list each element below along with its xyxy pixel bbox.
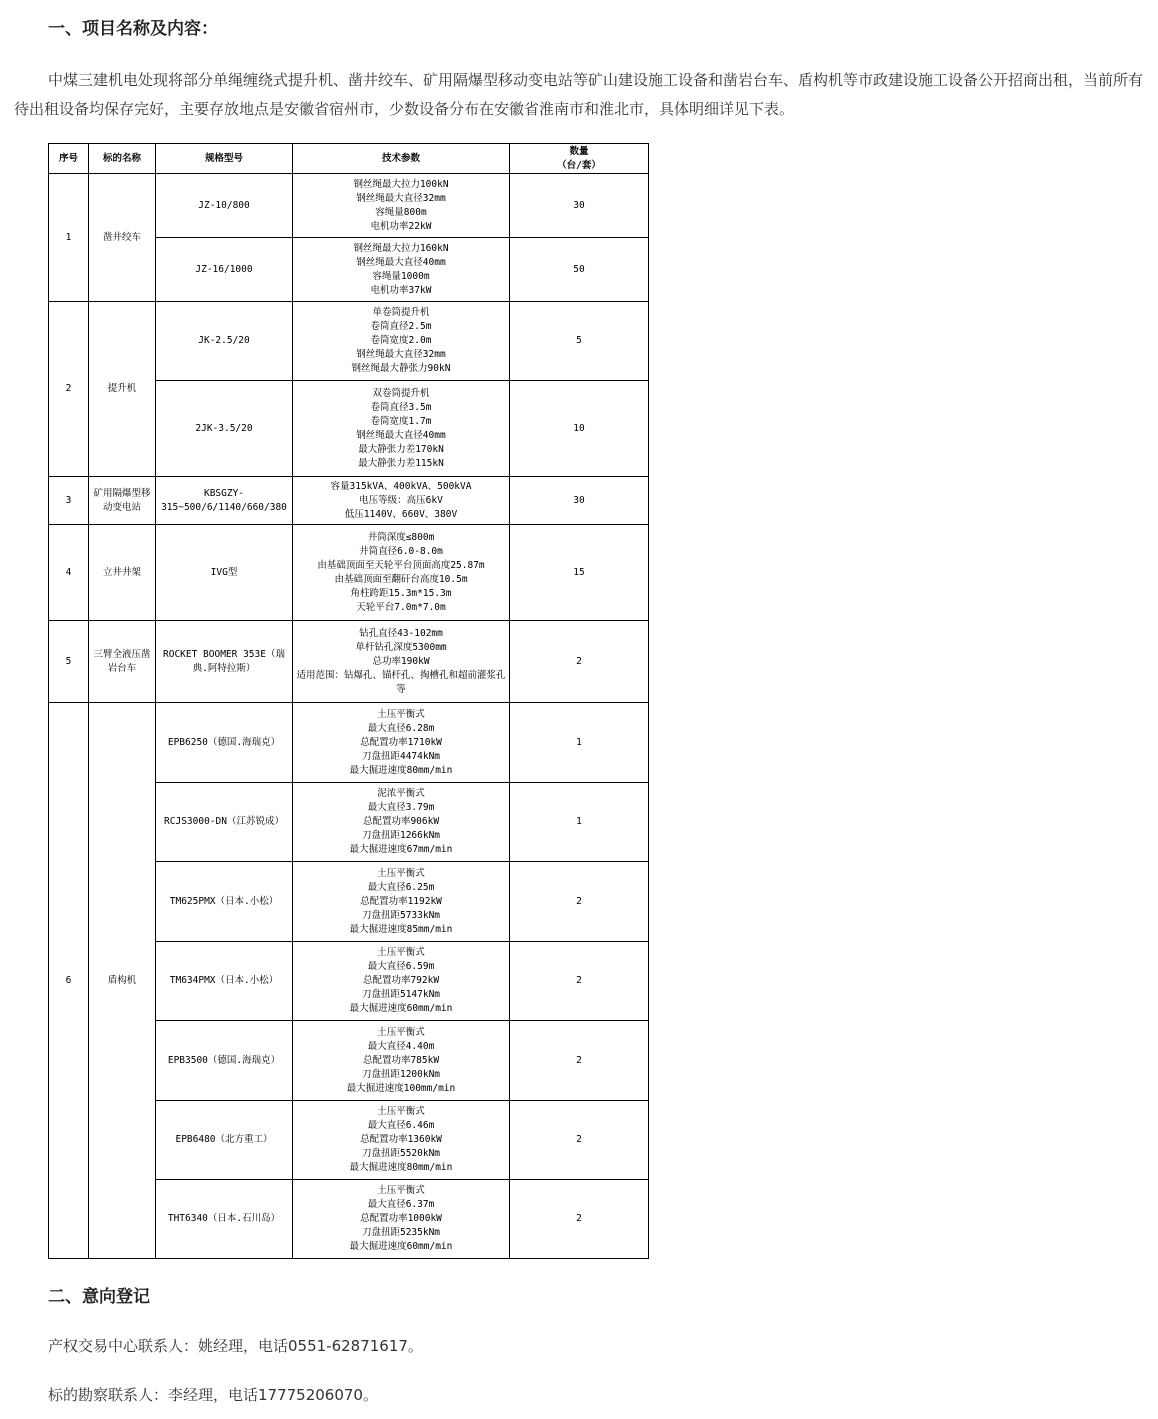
- tech-param-line: 总功率190kW: [372, 655, 430, 667]
- tech-param-line: 刀盘扭距5147kNm: [361, 989, 441, 1000]
- tech-param-line: 井筒直径6.0-8.0m: [359, 545, 443, 557]
- tech-param-line: 最大直径6.59m: [367, 961, 435, 972]
- section-heading-project: 一、项目名称及内容：: [48, 19, 218, 39]
- tech-param-line: 电机功率37kW: [370, 284, 432, 296]
- cell-tech-params: [293, 525, 510, 621]
- cell-tech-params: [293, 703, 510, 783]
- cell-tech-params: [293, 621, 510, 703]
- tech-param-line: 土压平衡式: [377, 1185, 425, 1196]
- header-qty: [510, 144, 649, 174]
- header-seq: 序号: [49, 144, 89, 174]
- contact-exchange-center: 产权交易中心联系人：姚经理，电话0551-62871617。: [48, 1337, 423, 1355]
- tech-param-line: 井筒深度≤800m: [367, 531, 435, 543]
- cell-quantity: 2: [510, 862, 649, 942]
- tech-param-line: 单杆钻孔深度5300mm: [355, 641, 447, 653]
- tech-param-line: 容绳量1000m: [372, 270, 430, 282]
- table-row: [49, 174, 649, 238]
- tech-param-line: 最大掘进速度60mm/min: [349, 1241, 453, 1252]
- tech-param-line: 土压平衡式: [377, 947, 425, 958]
- cell-seq: 6: [49, 703, 89, 1259]
- header-qty-line2: （台/套）: [557, 159, 601, 171]
- tech-param-line: 最大掘进速度85mm/min: [349, 923, 453, 935]
- tech-param-line: 钢丝绳最大直径32mm: [356, 349, 446, 360]
- tech-param-line: 角柱跨距15.3m*15.3m: [350, 587, 452, 599]
- cell-item-name: 盾构机: [89, 703, 156, 1259]
- cell-item-name: 三臂全液压凿岩台车: [89, 621, 156, 703]
- tech-param-line: 刀盘扭距1266kNm: [361, 830, 441, 841]
- tech-param-line: 电机功率22kW: [370, 220, 432, 232]
- cell-model: RCJS3000-DN（江苏锐成）: [156, 783, 293, 862]
- cell-quantity: 30: [510, 477, 649, 525]
- cell-item-name: 矿用隔爆型移动变电站: [89, 477, 156, 525]
- tech-param-line: 卷筒宽度1.7m: [370, 415, 432, 427]
- tech-param-line: 刀盘扭距1200kNm: [361, 1068, 441, 1080]
- tech-param-line: 刀盘扭距5733kNm: [361, 909, 441, 921]
- tech-param-line: 总配置功率1000kW: [360, 1213, 442, 1224]
- header-model: 规格型号: [156, 144, 293, 174]
- cell-seq: 1: [49, 174, 89, 302]
- tech-param-line: 由基础顶面至天轮平台顶面高度25.87m: [317, 559, 485, 571]
- cell-tech-params: [293, 174, 510, 238]
- cell-quantity: 2: [510, 621, 649, 703]
- table-row: [49, 703, 649, 783]
- tech-param-line: 总配置功率792kW: [362, 975, 440, 986]
- tech-param-line: 电压等级：高压6kV: [359, 494, 443, 506]
- table-row: [49, 525, 649, 621]
- tech-param-line: 天轮平台7.0m*7.0m: [356, 601, 446, 613]
- tech-param-line: 卷筒宽度2.0m: [370, 335, 432, 346]
- tech-param-line: 土压平衡式: [377, 1106, 425, 1117]
- tech-param-line: 钢丝绳最大拉力100kN: [353, 178, 449, 190]
- cell-seq: 5: [49, 621, 89, 703]
- cell-tech-params: [293, 1101, 510, 1180]
- cell-seq: 3: [49, 477, 89, 525]
- cell-item-name: 立井井架: [89, 525, 156, 621]
- cell-tech-params: [293, 1180, 510, 1259]
- cell-model: IVG型: [156, 525, 293, 621]
- tech-param-line: 土压平衡式: [377, 867, 425, 879]
- cell-model: ROCKET BOOMER 353E（瑞典.阿特拉斯）: [156, 621, 293, 703]
- tech-param-line: 最大静张力差170kN: [358, 443, 444, 455]
- tech-param-line: 土压平衡式: [377, 708, 425, 720]
- header-name: 标的名称: [89, 144, 156, 174]
- tech-param-line: 最大直径6.25m: [367, 881, 435, 893]
- tech-param-line: 低压1140V、660V、380V: [344, 508, 458, 520]
- header-tech: 技术参数: [293, 144, 510, 174]
- cell-tech-params: [293, 783, 510, 862]
- cell-model: JZ-16/1000: [156, 238, 293, 302]
- tech-param-line: 钢丝绳最大直径40mm: [356, 429, 446, 441]
- cell-tech-params: [293, 238, 510, 302]
- cell-model: EPB3500（德国.海瑞克）: [156, 1021, 293, 1101]
- cell-model: EPB6250（德国.海瑞克）: [156, 703, 293, 783]
- tech-param-line: 最大掘进速度80mm/min: [349, 764, 453, 776]
- cell-tech-params: [293, 1021, 510, 1101]
- tech-param-line: 最大掘进速度100mm/min: [346, 1082, 456, 1094]
- tech-param-line: 最大直径6.37m: [367, 1199, 435, 1210]
- intro-paragraph: 中煤三建机电处现将部分单绳缠绕式提升机、凿井绞车、矿用隔爆型移动变电站等矿山建设施工设备和凿岩台车、盾构机等市政建设施工设备公开招商出租，当前所有待出租设备均保存完好，主要存放地点是安徽省宿州市，少数设备分布在安徽省淮南市和淮北市，具体明细详见下表。: [14, 71, 1144, 118]
- tech-param-line: 卷筒直径2.5m: [370, 321, 432, 332]
- cell-quantity: 30: [510, 174, 649, 238]
- cell-quantity: 10: [510, 381, 649, 477]
- tech-param-line: 最大掘进速度60mm/min: [349, 1003, 453, 1014]
- cell-quantity: 1: [510, 703, 649, 783]
- tech-param-line: 双卷筒提升机: [372, 387, 430, 399]
- table-header-row: [49, 144, 649, 174]
- tech-param-line: 刀盘扭距5520kNm: [361, 1148, 441, 1159]
- tech-param-line: 容绳量800m: [375, 206, 427, 218]
- cell-quantity: 1: [510, 783, 649, 862]
- cell-quantity: 15: [510, 525, 649, 621]
- cell-item-name: 提升机: [89, 302, 156, 477]
- tech-param-line: 最大掘进速度80mm/min: [349, 1162, 453, 1173]
- tech-param-line: 钢丝绳最大直径32mm: [356, 192, 446, 204]
- cell-seq: 2: [49, 302, 89, 477]
- tech-param-line: 刀盘扭距5235kNm: [361, 1227, 441, 1238]
- tech-param-line: 总配置功率785kW: [362, 1054, 440, 1066]
- tech-param-line: 土压平衡式: [377, 1026, 425, 1038]
- section-heading-register: 二、意向登记: [48, 1287, 150, 1307]
- tech-param-line: 容量315kVA、400kVA、500kVA: [330, 480, 472, 492]
- tech-param-line: 钻孔直径43-102mm: [359, 627, 443, 639]
- tech-param-line: 总配置功率1360kW: [360, 1134, 442, 1145]
- cell-quantity: 5: [510, 302, 649, 381]
- cell-model: KBSGZY-315~500/6/1140/660/380: [156, 477, 293, 525]
- cell-model: TM634PMX（日本.小松）: [156, 942, 293, 1021]
- cell-tech-params: [293, 477, 510, 525]
- tech-param-line: 刀盘扭距4474kNm: [361, 750, 441, 762]
- table-row: [49, 302, 649, 381]
- cell-model: TM625PMX（日本.小松）: [156, 862, 293, 942]
- cell-model: JK-2.5/20: [156, 302, 293, 381]
- tech-param-line: 单卷筒提升机: [372, 307, 430, 318]
- header-qty-line1: 数量: [569, 145, 589, 157]
- tech-param-line: 最大静张力差115kN: [358, 457, 444, 469]
- cell-quantity: 2: [510, 1180, 649, 1259]
- tech-param-line: 最大掘进速度67mm/min: [349, 844, 453, 855]
- tech-param-line: 总配置功率906kW: [362, 816, 440, 827]
- cell-tech-params: [293, 862, 510, 942]
- tech-param-line: 钢丝绳最大直径40mm: [356, 256, 446, 268]
- tech-param-line: 总配置功率1710kW: [360, 736, 442, 748]
- cell-tech-params: [293, 381, 510, 477]
- cell-model: THT6340（日本.石川岛）: [156, 1180, 293, 1259]
- cell-quantity: 2: [510, 942, 649, 1021]
- cell-model: EPB6480（北方重工）: [156, 1101, 293, 1180]
- cell-seq: 4: [49, 525, 89, 621]
- cell-quantity: 50: [510, 238, 649, 302]
- tech-param-line: 最大直径4.40m: [367, 1040, 435, 1052]
- cell-model: 2JK-3.5/20: [156, 381, 293, 477]
- cell-tech-params: [293, 942, 510, 1021]
- tech-param-line: 卷筒直径3.5m: [370, 401, 432, 413]
- tech-param-line: 钢丝绳最大拉力160kN: [353, 242, 449, 254]
- tech-param-line: 总配置功率1192kW: [360, 895, 442, 907]
- cell-tech-params: [293, 302, 510, 381]
- cell-item-name: 凿井绞车: [89, 174, 156, 302]
- tech-param-line: 适用范围：钻爆孔、锚杆孔、掏槽孔和超前灌浆孔等: [296, 669, 506, 695]
- table-body: [49, 174, 649, 1259]
- tech-param-line: 钢丝绳最大静张力90kN: [351, 363, 451, 374]
- cell-model: JZ-10/800: [156, 174, 293, 238]
- tech-param-line: 泥浓平衡式: [377, 788, 425, 799]
- cell-quantity: 2: [510, 1021, 649, 1101]
- tech-param-line: 最大直径3.79m: [367, 802, 435, 813]
- table-row: [49, 477, 649, 525]
- contact-survey: 标的勘察联系人：李经理，电话17775206070。: [48, 1386, 378, 1404]
- tech-param-line: 由基础顶面至翻矸台高度10.5m: [334, 573, 468, 585]
- cell-quantity: 2: [510, 1101, 649, 1180]
- equipment-table: [48, 143, 649, 1259]
- tech-param-line: 最大直径6.46m: [367, 1120, 435, 1131]
- tech-param-line: 最大直径6.28m: [367, 722, 435, 734]
- table-row: [49, 621, 649, 703]
